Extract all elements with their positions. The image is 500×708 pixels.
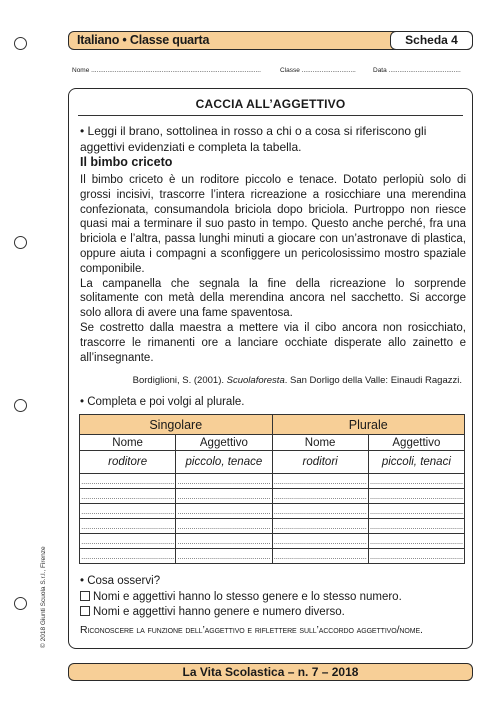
header-singolare: Singolare — [80, 415, 273, 435]
source-author: Bordiglioni, S. (2001). — [132, 375, 227, 386]
example-cell: roditori — [272, 451, 368, 474]
blank-cell[interactable]: .............................................. — [80, 549, 176, 564]
blank-row — [80, 534, 465, 549]
blank-cell[interactable]: .............................................. — [176, 519, 272, 534]
copyright: © 2018 Giunti Scuola S.r.l., Firenze — [40, 546, 47, 648]
blank-cell[interactable]: .............................................. — [176, 489, 272, 504]
blank-row — [80, 549, 465, 564]
blank-cell[interactable]: .............................................. — [272, 489, 368, 504]
source-citation — [133, 375, 462, 386]
blank-cell[interactable]: .............................................. — [272, 519, 368, 534]
question: • Cosa osservi? — [80, 575, 161, 587]
blank-cell[interactable]: .............................................. — [176, 534, 272, 549]
blank-rows — [80, 474, 465, 564]
date-field[interactable]: Data ........................................ — [373, 67, 461, 74]
option-different[interactable] — [80, 606, 345, 618]
blank-cell[interactable]: .............................................. — [176, 504, 272, 519]
option-label: Nomi e aggettivi hanno genere e numero diverso. — [93, 606, 345, 618]
adjective-table — [79, 414, 465, 564]
blank-row — [80, 489, 465, 504]
example-cell: piccoli, tenaci — [368, 451, 464, 474]
binder-hole — [14, 236, 27, 249]
source-title: Scuolaforesta — [226, 375, 285, 386]
blank-cell[interactable]: .............................................. — [272, 534, 368, 549]
learning-goal: Riconoscere la funzione dell’aggettivo e riflettere sull’accordo aggettivo/nome. — [80, 624, 423, 636]
blank-cell[interactable]: .............................................. — [80, 474, 176, 489]
story-text — [80, 173, 466, 365]
header-title: Italiano • Classe quarta — [77, 33, 210, 47]
source-publisher: . San Dorligo della Valle: Einaudi Ragazzi. — [284, 375, 462, 386]
option-same[interactable] — [80, 591, 402, 603]
worksheet-title: CACCIA ALL’AGGETTIVO — [195, 97, 346, 111]
instruction: • Leggi il brano, sottolinea in rosso a chi o a cosa si riferiscono gli aggettivi evidenziati e completa la tabella. — [80, 124, 427, 154]
example-row — [80, 451, 465, 474]
checkbox[interactable] — [80, 591, 90, 601]
col-aggettivo: Aggettivo — [368, 435, 464, 451]
blank-row — [80, 504, 465, 519]
blank-cell[interactable]: .............................................. — [368, 519, 464, 534]
blank-cell[interactable]: .............................................. — [272, 504, 368, 519]
blank-cell[interactable]: .............................................. — [368, 534, 464, 549]
binder-hole — [14, 597, 27, 610]
checkbox[interactable] — [80, 606, 90, 616]
blank-cell[interactable]: .............................................. — [368, 549, 464, 564]
blank-cell[interactable]: .............................................. — [80, 519, 176, 534]
blank-cell[interactable]: .............................................. — [272, 549, 368, 564]
blank-cell[interactable]: .............................................. — [80, 504, 176, 519]
col-nome: Nome — [80, 435, 176, 451]
blank-cell[interactable]: .............................................. — [272, 474, 368, 489]
story-paragraph: Il bimbo criceto è un roditore piccolo e tenace. Dotato perlopiù solo di grossi incisivi, trascorre l’intera ricreazione a rosicchiare una merendina confezionata, consumandola briciola dopo briciola. Purtroppo non riesce quasi mai a terminare il suo pasto in tempo. Questo anche perché, fra una briciola e l’altra, passa lunghi minuti a giocare con un’astronave di plastica, oppure aiuta i compagni a sconfiggere un pericolosissimo mostro spaziale componibile. — [80, 174, 466, 275]
sheet-number: Scheda 4 — [390, 31, 473, 50]
footer-bar: La Vita Scolastica – n. 7 – 2018 — [68, 663, 473, 681]
example-cell: piccolo, tenace — [176, 451, 272, 474]
table-instruction: • Completa e poi volgi al plurale. — [80, 396, 245, 408]
blank-cell[interactable]: .............................................. — [80, 534, 176, 549]
blank-cell[interactable]: .............................................. — [368, 504, 464, 519]
binder-hole — [14, 399, 27, 412]
story-paragraph: La campanella che segnala la fine della ricreazione lo sorprende solitamente con metà della merendina ancora nel sacchetto. Si accorge solo allora di avere una fame spaventosa. — [80, 277, 466, 320]
blank-cell[interactable]: .............................................. — [368, 489, 464, 504]
blank-row — [80, 474, 465, 489]
header-bar — [68, 31, 473, 50]
binder-hole — [14, 37, 27, 50]
blank-cell[interactable]: .............................................. — [368, 474, 464, 489]
name-field[interactable]: Nome .............................................................................................. — [72, 67, 261, 74]
blank-cell[interactable]: .............................................. — [176, 549, 272, 564]
col-nome: Nome — [272, 435, 368, 451]
blank-cell[interactable]: .............................................. — [80, 489, 176, 504]
header-plurale: Plurale — [272, 415, 465, 435]
option-label: Nomi e aggettivi hanno lo stesso genere e lo stesso numero. — [93, 591, 402, 603]
blank-cell[interactable]: .............................................. — [176, 474, 272, 489]
blank-row — [80, 519, 465, 534]
col-aggettivo: Aggettivo — [176, 435, 272, 451]
title-divider — [78, 115, 463, 116]
class-field[interactable]: Classe .............................. — [280, 67, 356, 74]
worksheet-frame — [68, 88, 473, 649]
story-paragraph: Se costretto dalla maestra a mettere via il cibo ancora non rosicchiato, trascorre le rimanenti ore a lanciare occhiate disperate allo zainetto e all’insegnante. — [80, 321, 466, 364]
story-title: Il bimbo criceto — [80, 155, 173, 169]
example-cell: roditore — [80, 451, 176, 474]
